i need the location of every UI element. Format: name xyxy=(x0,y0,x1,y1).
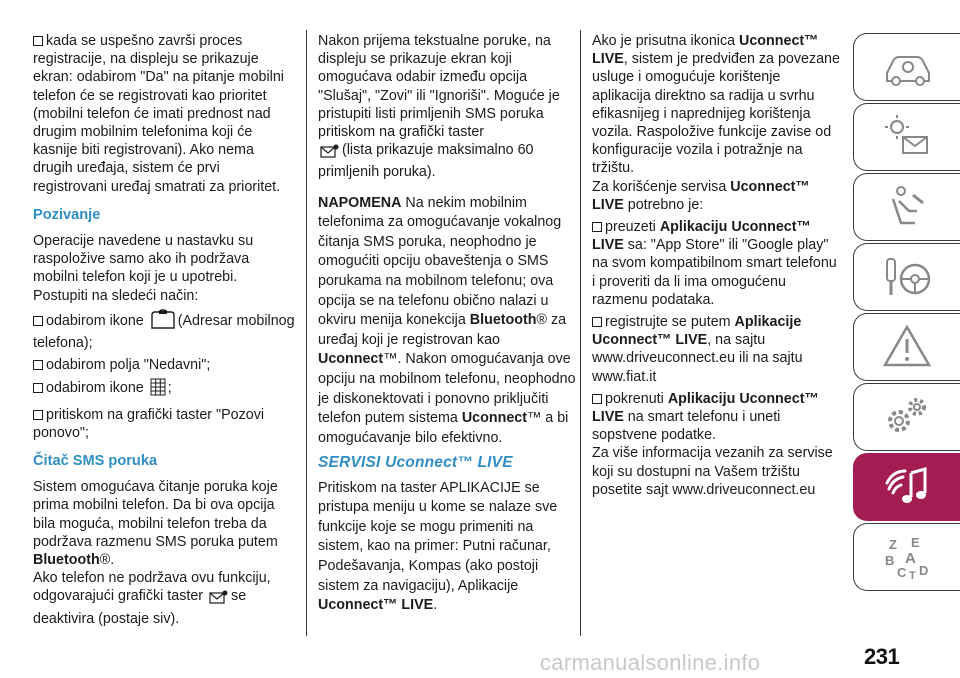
page-number: 231 xyxy=(864,644,900,669)
column-left xyxy=(33,32,295,628)
tab-maintenance[interactable] xyxy=(853,383,960,451)
bullet-register: registrujte se putem Aplikacije Uconnect™ LIVE, na sajtu www.driveuconnect.eu ili na sajtu www.fiat.it xyxy=(592,314,803,385)
checkbox-bullet-icon xyxy=(592,222,602,232)
svg-text:A: A xyxy=(905,550,916,567)
paragraph-sms-unsupported: Ako telefon ne podržava ovu funkciju, odgovarajući grafički taster se deaktivira (postaje siv). xyxy=(33,570,271,627)
multimedia-icon xyxy=(879,463,935,511)
warning-lights-icon xyxy=(879,113,935,161)
seat-airbag-icon xyxy=(879,183,935,231)
paragraph-more-info: Za više informacija vezanih za servise koji su dostupni na Vašem tržištu posetite sajt www.driveuconnect.eu xyxy=(592,445,833,498)
svg-text:D: D xyxy=(919,563,929,578)
bullet-recent: odabirom polja "Nedavni"; xyxy=(33,356,295,374)
paragraph-sms-received: Nakon prijema tekstualne poruke, na displeju se prikazuje ekran koji omogućava odabir između opcija "Slušaj", "Zovi" ili "Ignoriši". Moguće je pristupiti listi primljenih SMS poruka pritiskom na grafički taster (lista prikazuje maksimalno 60 primljenih poruka). xyxy=(318,33,560,181)
checkbox-bullet-icon xyxy=(33,36,43,46)
column-divider xyxy=(306,30,307,636)
tab-emergency[interactable] xyxy=(853,313,960,381)
address-book-icon xyxy=(150,309,176,334)
warning-triangle-icon xyxy=(879,323,935,371)
column-right xyxy=(592,32,842,499)
bullet-launch-app: pokrenuti Aplikaciju Uconnect™ LIVE na smart telefonu i uneti sopstvene podatke. xyxy=(592,390,819,444)
keypad-icon xyxy=(150,378,166,401)
paragraph-registration: kada se uspešno završi proces registracije, na displeju se prikazuje ekran: odabirom "Da" na pitanje mobilni telefon će se registrovati kao prioritet (mobilni telefon će imati prednost nad drugim mobilnim telefonima koji će kasnije biti registrovani). Ako nema drugih uređaja, sistem će prvi registrovani uređaj smatrati za prioritet. xyxy=(33,33,284,195)
sms-list-icon xyxy=(320,144,340,163)
checkbox-bullet-icon xyxy=(592,317,602,327)
key-steering-icon xyxy=(879,253,935,301)
column-middle xyxy=(318,32,576,616)
paragraph-uconnect-icon: Ako je prisutna ikonica Uconnect™ LIVE, sistem je predviđen za povezane usluge i omogućuje korištenje aplikacija direktno sa radija u svrhu efikasnijeg i naprednijeg korištenja vozila. Raspoložive funkcije zavise od konfiguracije vozila i potražnje na tržištu. xyxy=(592,33,840,177)
paragraph-requirements: Za korišćenje servisa Uconnect™ LIVE potrebno je: xyxy=(592,178,810,213)
watermark: carmanualsonline.info xyxy=(540,650,761,675)
paragraph-sms-reader: Sistem omogućava čitanje poruka koje prima mobilni telefon. Da bi ova opcija bila moguća, mobilni telefon treba da podržava razmenu SMS poruka putem Bluetooth®. xyxy=(33,479,278,569)
checkbox-bullet-icon xyxy=(33,383,43,393)
svg-text:C: C xyxy=(897,565,907,580)
bullet-download-app: preuzeti Aplikaciju Uconnect™ LIVE sa: "App Store" ili "Google play" na svom kompatibilnom smart telefonu i proveriti da li ima omogućenu razmenu podataka. xyxy=(592,219,837,308)
paragraph-calls-intro: Operacije navedene u nastavku su raspoložive samo ako ih podržava mobilni telefon koji je u upotrebi. Postupiti na sledeći način: xyxy=(33,233,254,304)
tab-seat-airbag[interactable] xyxy=(853,173,960,241)
heading-calls: Pozivanje xyxy=(33,206,101,223)
checkbox-bullet-icon xyxy=(33,410,43,420)
gears-icon xyxy=(879,393,935,441)
checkbox-bullet-icon xyxy=(592,394,602,404)
index-letters-icon xyxy=(879,533,935,581)
chapter-tabs xyxy=(853,33,960,593)
column-divider xyxy=(580,30,581,636)
heading-uconnect-services: SERVISI Uconnect™ LIVE xyxy=(318,454,513,472)
svg-text:Z: Z xyxy=(889,537,897,552)
bullet-redial: pritiskom na grafički taster "Pozovi ponovo"; xyxy=(33,406,265,441)
tab-warning-lights[interactable] xyxy=(853,103,960,171)
svg-text:B: B xyxy=(885,553,895,568)
tab-index[interactable] xyxy=(853,523,960,591)
sms-envelope-icon xyxy=(209,590,229,609)
checkbox-bullet-icon xyxy=(33,316,43,326)
tab-car-info[interactable] xyxy=(853,33,960,101)
paragraph-note: NAPOMENA Na nekim mobilnim telefonima za omogućavanje vokalnog čitanja SMS poruka, neophodno je omogućiti opciju obaveštenja o SMS porukama na mobilnom telefonu; ova opcija se na telefonu obično nalazi u okviru menija konekcija Bluetooth® za uređaj koji je registrovan kao Uconnect™. Nakon omogućavanja ove opciju na mobilnom telefonu, neophodno je diskonektovati i ponovno priključiti telefon putem sistema Uconnect™ a bi omogućavanje bilo efektivno. xyxy=(318,194,576,446)
heading-sms-reader: Čitač SMS poruka xyxy=(33,453,158,470)
paragraph-apps-menu: Pritiskom na taster APLIKACIJE se pristupa meniju u kome se nalaze sve funkcije koje se mogu primeniti na sistem, kao na primer: Putni računar, Podešavanja, Kompas (ako postoji sistem za navigaciju), Aplikacije Uconnect™ LIVE. xyxy=(318,479,558,614)
car-info-icon xyxy=(879,43,935,91)
bullet-keypad: odabirom ikone ; xyxy=(33,378,295,401)
tab-key-steering[interactable] xyxy=(853,243,960,311)
svg-text:T: T xyxy=(909,570,916,581)
tab-multimedia[interactable] xyxy=(853,453,960,521)
checkbox-bullet-icon xyxy=(33,360,43,370)
bullet-contacts: odabirom ikone (Adresar mobilnog telefona); xyxy=(33,309,295,352)
svg-text:E: E xyxy=(911,535,920,550)
